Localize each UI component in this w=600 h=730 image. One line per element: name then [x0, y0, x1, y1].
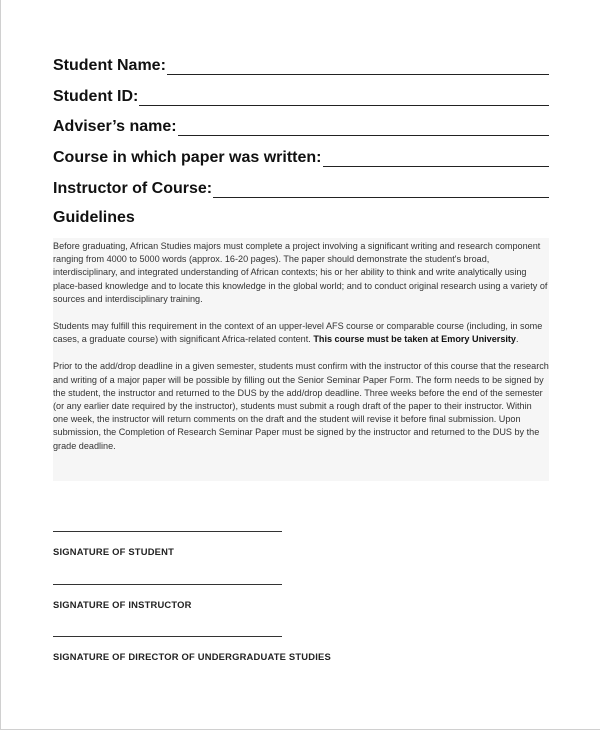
course-line[interactable] [323, 152, 550, 167]
guidelines-paragraph-2-emphasis: This course must be taken at Emory University [313, 334, 516, 345]
advisers-name-label: Adviser’s name: [53, 118, 177, 135]
student-name-field[interactable] [53, 57, 549, 75]
guidelines-body [53, 238, 549, 481]
guidelines-paragraph-2-end: . [515, 334, 519, 345]
instructor-signature-line[interactable] [53, 583, 282, 585]
student-id-field[interactable] [53, 88, 549, 106]
student-id-line[interactable] [139, 91, 549, 106]
director-signature-label: SIGNATURE OF DIRECTOR OF UNDERGRADUATE STUDIES [53, 651, 331, 662]
guidelines-paragraph-1: Before graduating, African Studies majors must complete a project involving a significant writing and research component ranging from 4000 to 5000 words (approx. 16-20 pages). The paper should demonstrate the student's broad, interdisciplinary, and integrated understanding of African contexts; his or her ability to think and write analytically using place-based knowledge and to locate this knowledge in the global world; and to conduct original research using a variety of sources and interdisciplinary training. [53, 241, 548, 304]
guidelines-paragraph-2-text: Students may fulfill this requirement in the context of an upper-level AFS course or comparable course (including, in some cases, a graduate course) with significant Africa-related content. [53, 321, 543, 345]
course-field[interactable] [53, 149, 549, 167]
advisers-name-line[interactable] [178, 121, 549, 136]
student-name-label: Student Name: [53, 57, 166, 74]
instructor-line[interactable] [213, 183, 549, 198]
director-signature-block [53, 635, 331, 662]
instructor-signature-block [53, 583, 282, 610]
guidelines-heading: Guidelines [53, 209, 135, 226]
student-name-line[interactable] [167, 60, 549, 75]
guidelines-paragraph-2 [53, 320, 549, 346]
guidelines-paragraph-3: Prior to the add/drop deadline in a given semester, students must confirm with the instructor of this course that the research and writing of a major paper will be possible by filling out the Senior Seminar Paper Form. The form needs to be signed by the student, the instructor and returned to the DUS by the add/drop deadline. Three weeks before the end of the semester (or any earlier date required by the instructor), students must submit a rough draft of the paper to their instructor. Within one week, the instructor will return comments on the draft and the student will revise it before final submission. Upon submission, the Completion of Research Seminar Paper must be signed by the instructor and returned to the DUS by the grade deadline. [53, 361, 549, 451]
instructor-field[interactable] [53, 180, 549, 198]
student-signature-line[interactable] [53, 530, 282, 532]
advisers-name-field[interactable] [53, 118, 549, 136]
student-id-label: Student ID: [53, 88, 139, 105]
instructor-label: Instructor of Course: [53, 180, 213, 197]
course-label: Course in which paper was written: [53, 149, 322, 166]
student-signature-block [53, 530, 282, 557]
student-signature-label: SIGNATURE OF STUDENT [53, 546, 175, 557]
director-signature-line[interactable] [53, 635, 282, 637]
instructor-signature-label: SIGNATURE OF INSTRUCTOR [53, 599, 192, 610]
